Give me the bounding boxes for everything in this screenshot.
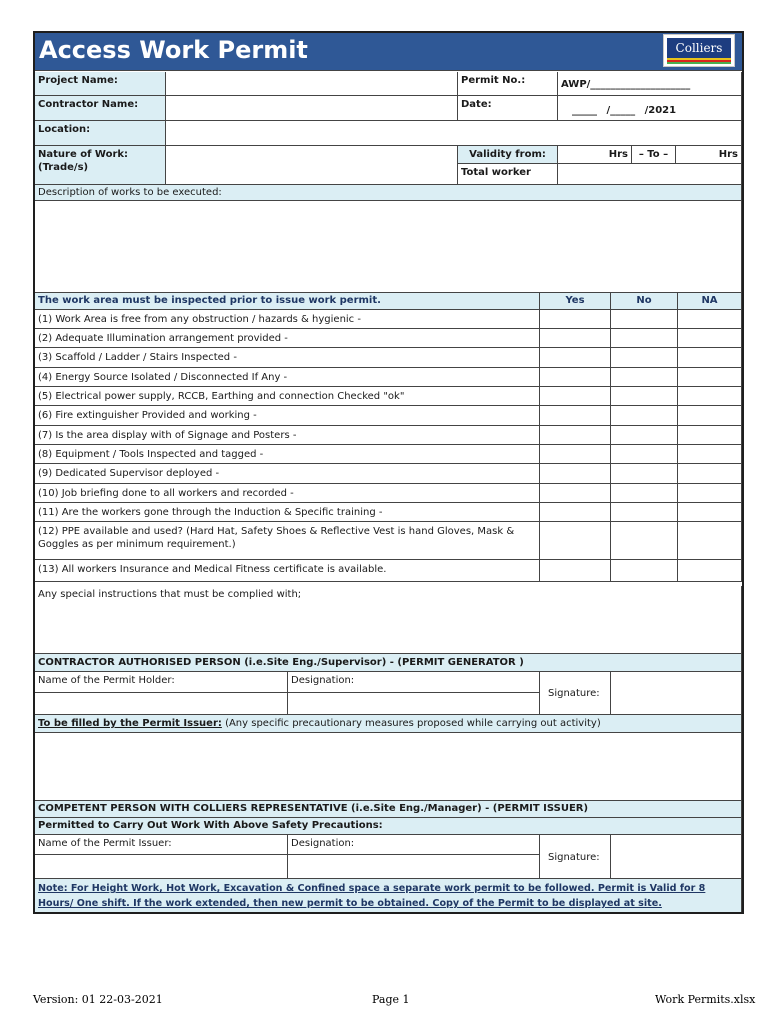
holder-signature-field[interactable] xyxy=(611,672,742,715)
inspection-yes-checkbox[interactable] xyxy=(540,426,611,445)
inspection-yes-checkbox[interactable] xyxy=(540,348,611,368)
inspection-na-checkbox[interactable] xyxy=(678,503,742,522)
date-field[interactable]: _____ /_____ /2021 xyxy=(558,96,742,121)
nature-label-line-2: (Trade/s) xyxy=(38,162,89,173)
permitted-label: Permitted to Carry Out Work With Above Safety Precautions: xyxy=(35,818,742,835)
inspection-na-checkbox[interactable] xyxy=(678,464,742,484)
issuer-signature-field[interactable] xyxy=(611,835,742,879)
precautionary-measures-field[interactable] xyxy=(35,733,742,801)
inspection-item: (7) Is the area display with of Signage and Posters - xyxy=(35,426,540,445)
holder-signature-label: Signature: xyxy=(540,672,611,715)
header-divider xyxy=(35,70,742,71)
inspection-na-checkbox[interactable] xyxy=(678,310,742,329)
inspection-no-checkbox[interactable] xyxy=(611,310,678,329)
inspection-no-checkbox[interactable] xyxy=(611,368,678,387)
total-worker-label: Total worker xyxy=(458,164,558,185)
inspection-item: (12) PPE available and used? (Hard Hat, Safety Shoes & Reflective Vest is hand Gloves, Mask & Goggles as per minimum requirement.) xyxy=(35,522,540,560)
footer-version: Version: 01 22-03-2021 xyxy=(33,993,163,1006)
inspection-yes-checkbox[interactable] xyxy=(540,445,611,464)
inspection-no-checkbox[interactable] xyxy=(611,329,678,348)
work-permit-form xyxy=(33,31,744,914)
inspection-na-checkbox[interactable] xyxy=(678,426,742,445)
inspection-item: (11) Are the workers gone through the Induction & Specific training - xyxy=(35,503,540,522)
permit-no-field[interactable]: AWP/____________________ xyxy=(558,72,742,96)
location-label: Location: xyxy=(35,121,166,146)
inspection-na-checkbox[interactable] xyxy=(678,329,742,348)
project-name-label: Project Name: xyxy=(35,72,166,96)
issuer-signature-label: Signature: xyxy=(540,835,611,879)
inspection-no-checkbox[interactable] xyxy=(611,406,678,426)
col-yes: Yes xyxy=(540,293,611,310)
issuer-note xyxy=(35,715,742,733)
inspection-heading: The work area must be inspected prior to issue work permit. xyxy=(35,293,540,310)
inspection-na-checkbox[interactable] xyxy=(678,484,742,503)
contractor-name-field[interactable] xyxy=(166,96,458,121)
contractor-name-label: Contractor Name: xyxy=(35,96,166,121)
inspection-na-checkbox[interactable] xyxy=(678,560,742,582)
footer-page: Page 1 xyxy=(372,993,410,1006)
logo-mark xyxy=(667,38,731,64)
inspection-item: (13) All workers Insurance and Medical Fitness certificate is available. xyxy=(35,560,540,582)
project-name-field[interactable] xyxy=(166,72,458,96)
issuer-designation-field[interactable] xyxy=(288,855,540,879)
page-title: Access Work Permit xyxy=(39,36,308,64)
inspection-item: (6) Fire extinguisher Provided and working - xyxy=(35,406,540,426)
date-label: Date: xyxy=(458,96,558,121)
permit-no-label: Permit No.: xyxy=(458,72,558,96)
holder-designation-field[interactable] xyxy=(288,693,540,715)
inspection-na-checkbox[interactable] xyxy=(678,368,742,387)
inspection-yes-checkbox[interactable] xyxy=(540,560,611,582)
issuer-note-bold: To be filled by the Permit Issuer: xyxy=(38,718,222,729)
inspection-no-checkbox[interactable] xyxy=(611,560,678,582)
inspection-no-checkbox[interactable] xyxy=(611,503,678,522)
inspection-yes-checkbox[interactable] xyxy=(540,329,611,348)
special-instructions-field[interactable] xyxy=(35,586,742,654)
inspection-item: (3) Scaffold / Ladder / Stairs Inspected - xyxy=(35,348,540,368)
inspection-yes-checkbox[interactable] xyxy=(540,522,611,560)
logo-stripe-green xyxy=(667,62,731,64)
location-field[interactable] xyxy=(166,121,742,146)
inspection-na-checkbox[interactable] xyxy=(678,387,742,406)
issuer-note-text: (Any specific precautionary measures proposed while carrying out activity) xyxy=(221,718,601,729)
description-label: Description of works to be executed: xyxy=(35,185,742,201)
col-na: NA xyxy=(678,293,742,310)
inspection-yes-checkbox[interactable] xyxy=(540,368,611,387)
validity-from-label: Validity from: xyxy=(458,146,558,164)
holder-designation-label: Designation: xyxy=(288,672,540,693)
inspection-no-checkbox[interactable] xyxy=(611,522,678,560)
inspection-yes-checkbox[interactable] xyxy=(540,484,611,503)
nature-label-line-1: Nature of Work: xyxy=(38,149,129,160)
inspection-item: (8) Equipment / Tools Inspected and tagged - xyxy=(35,445,540,464)
contractor-heading: CONTRACTOR AUTHORISED PERSON (i.e.Site Eng./Supervisor) - (PERMIT GENERATOR ) xyxy=(35,654,742,672)
permit-holder-field[interactable] xyxy=(35,693,288,715)
permit-issuer-field[interactable] xyxy=(35,855,288,879)
nature-of-work-field[interactable] xyxy=(166,146,458,185)
logo-text: Colliers xyxy=(675,41,723,55)
inspection-item: (9) Dedicated Supervisor deployed - xyxy=(35,464,540,484)
validity-to-label: – To – xyxy=(632,146,676,164)
inspection-item: (5) Electrical power supply, RCCB, Earthing and connection Checked "ok" xyxy=(35,387,540,406)
inspection-yes-checkbox[interactable] xyxy=(540,387,611,406)
permit-issuer-label: Name of the Permit Issuer: xyxy=(35,835,288,855)
special-instructions-label: Any special instructions that must be complied with; xyxy=(38,589,302,600)
note-text: Note: For Height Work, Hot Work, Excavation & Confined space a separate work permit to be followed. Permit is Valid for 8 Hours/ One shift. If the work extended, then new permit to be obtained. Copy of the Permit to be displayed at site. xyxy=(35,879,742,912)
inspection-na-checkbox[interactable] xyxy=(678,406,742,426)
inspection-no-checkbox[interactable] xyxy=(611,387,678,406)
inspection-item: (2) Adequate Illumination arrangement provided - xyxy=(35,329,540,348)
description-field[interactable] xyxy=(35,201,742,293)
competent-heading: COMPETENT PERSON WITH COLLIERS REPRESENTATIVE (i.e.Site Eng./Manager) - (PERMIT ISSUER) xyxy=(35,801,742,818)
nature-of-work-label xyxy=(35,146,166,185)
inspection-na-checkbox[interactable] xyxy=(678,348,742,368)
inspection-yes-checkbox[interactable] xyxy=(540,464,611,484)
inspection-no-checkbox[interactable] xyxy=(611,348,678,368)
inspection-no-checkbox[interactable] xyxy=(611,464,678,484)
inspection-na-checkbox[interactable] xyxy=(678,522,742,560)
inspection-item: (4) Energy Source Isolated / Disconnected If Any - xyxy=(35,368,540,387)
col-no: No xyxy=(611,293,678,310)
footer-file: Work Permits.xlsx xyxy=(655,993,756,1006)
colliers-logo xyxy=(663,34,735,67)
permit-holder-label: Name of the Permit Holder: xyxy=(35,672,288,693)
inspection-item: (1) Work Area is free from any obstruction / hazards & hygienic - xyxy=(35,310,540,329)
validity-to-hrs[interactable]: Hrs xyxy=(676,146,742,164)
total-worker-field[interactable] xyxy=(558,164,742,185)
inspection-no-checkbox[interactable] xyxy=(611,445,678,464)
inspection-yes-checkbox[interactable] xyxy=(540,310,611,329)
inspection-yes-checkbox[interactable] xyxy=(540,503,611,522)
inspection-item: (10) Job briefing done to all workers and recorded - xyxy=(35,484,540,503)
issuer-designation-label: Designation: xyxy=(288,835,540,855)
inspection-na-checkbox[interactable] xyxy=(678,445,742,464)
inspection-no-checkbox[interactable] xyxy=(611,426,678,445)
inspection-no-checkbox[interactable] xyxy=(611,484,678,503)
inspection-yes-checkbox[interactable] xyxy=(540,406,611,426)
validity-from-hrs[interactable]: Hrs xyxy=(558,146,632,164)
